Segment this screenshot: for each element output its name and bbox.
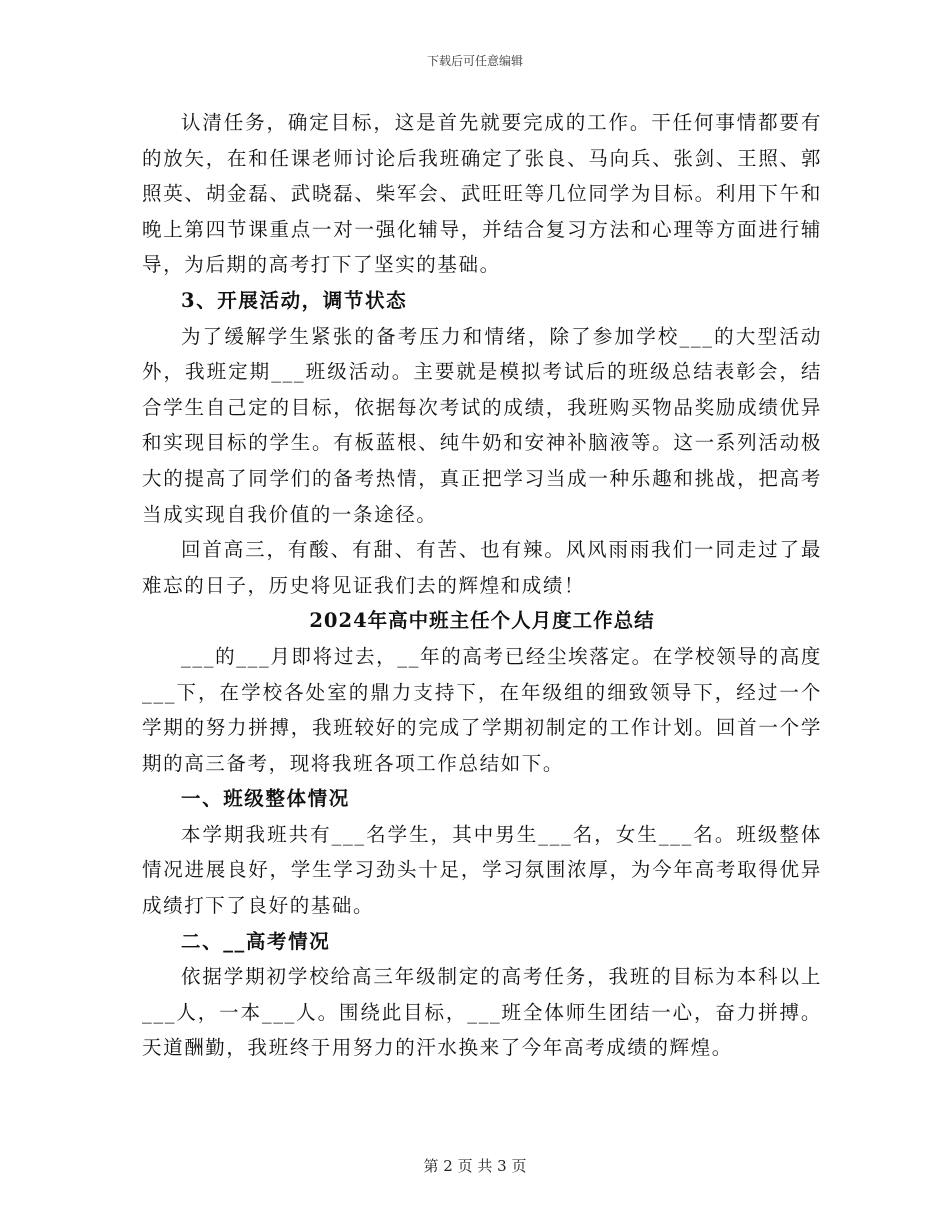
heading-class-overview: 一、班级整体情况 [181, 787, 350, 811]
paragraph-class-overview: 本学期我班共有___名学生，其中男生___名，女生___名。班级整体情况进展良好，学生学习劲头十足，学习氛围浓厚，为今年高考取得优异成绩打下了良好的基础。 [142, 822, 822, 918]
heading-exam: 二、__高考情况 [181, 929, 331, 953]
document-title: 2024年高中班主任个人月度工作总结 [309, 609, 655, 633]
paragraph-goals: 认清任务，确定目标，这是首先就要完成的工作。干任何事情都要有的放矢，在和任课老师讨论后我班确定了张良、马向兵、张剑、王照、郭照英、胡金磊、武晓磊、柴军会、武旺旺等几位同学为目标。利用下午和晚上第四节课重点一对一强化辅导，并结合复习方法和心理等方面进行辅导，为后期的高考打下了坚实的基础。 [142, 111, 822, 277]
paragraph-intro: ___的___月即将过去，__年的高考已经尘埃落定。在学校领导的高度___下，在学校各处室的鼎力支持下，在年级组的细致领导下，经过一个学期的努力拼搏，我班较好的完成了学期初制定的工作计划。回首一个学期的高三备考，现将我班各项工作总结如下。 [142, 644, 822, 775]
document-body [142, 105, 822, 1066]
page-header: 下载后可任意编辑 [426, 54, 523, 68]
paragraph-reflection: 回首高三，有酸、有甜、有苦、也有辣。风风雨雨我们一同走过了最难忘的日子，历史将见证我们去的辉煌和成绩！ [142, 538, 822, 597]
heading-activities: 3、开展活动，调节状态 [181, 288, 408, 312]
paragraph-activities: 为了缓解学生紧张的备考压力和情绪，除了参加学校___的大型活动外，我班定期___班级活动。主要就是模拟考试后的班级总结表彰会，结合学生自己定的目标，依据每次考试的成绩，我班购买物品奖励成绩优异和实现目标的学生。有板蓝根、纯牛奶和安神补脑液等。这一系列活动极大的提高了同学们的备考热情，真正把学习当成一种乐趣和挑战，把高考当成实现自我价值的一条途径。 [142, 324, 822, 526]
page-footer: 第 2 页 共 3 页 [423, 1157, 527, 1175]
paragraph-exam: 依据学期初学校给高三年级制定的高考任务，我班的目标为本科以上___人，一本___人。围绕此目标，___班全体师生团结一心，奋力拼搏。天道酬勤，我班终于用努力的汗水换来了今年高考成绩的辉煌。 [142, 965, 822, 1060]
